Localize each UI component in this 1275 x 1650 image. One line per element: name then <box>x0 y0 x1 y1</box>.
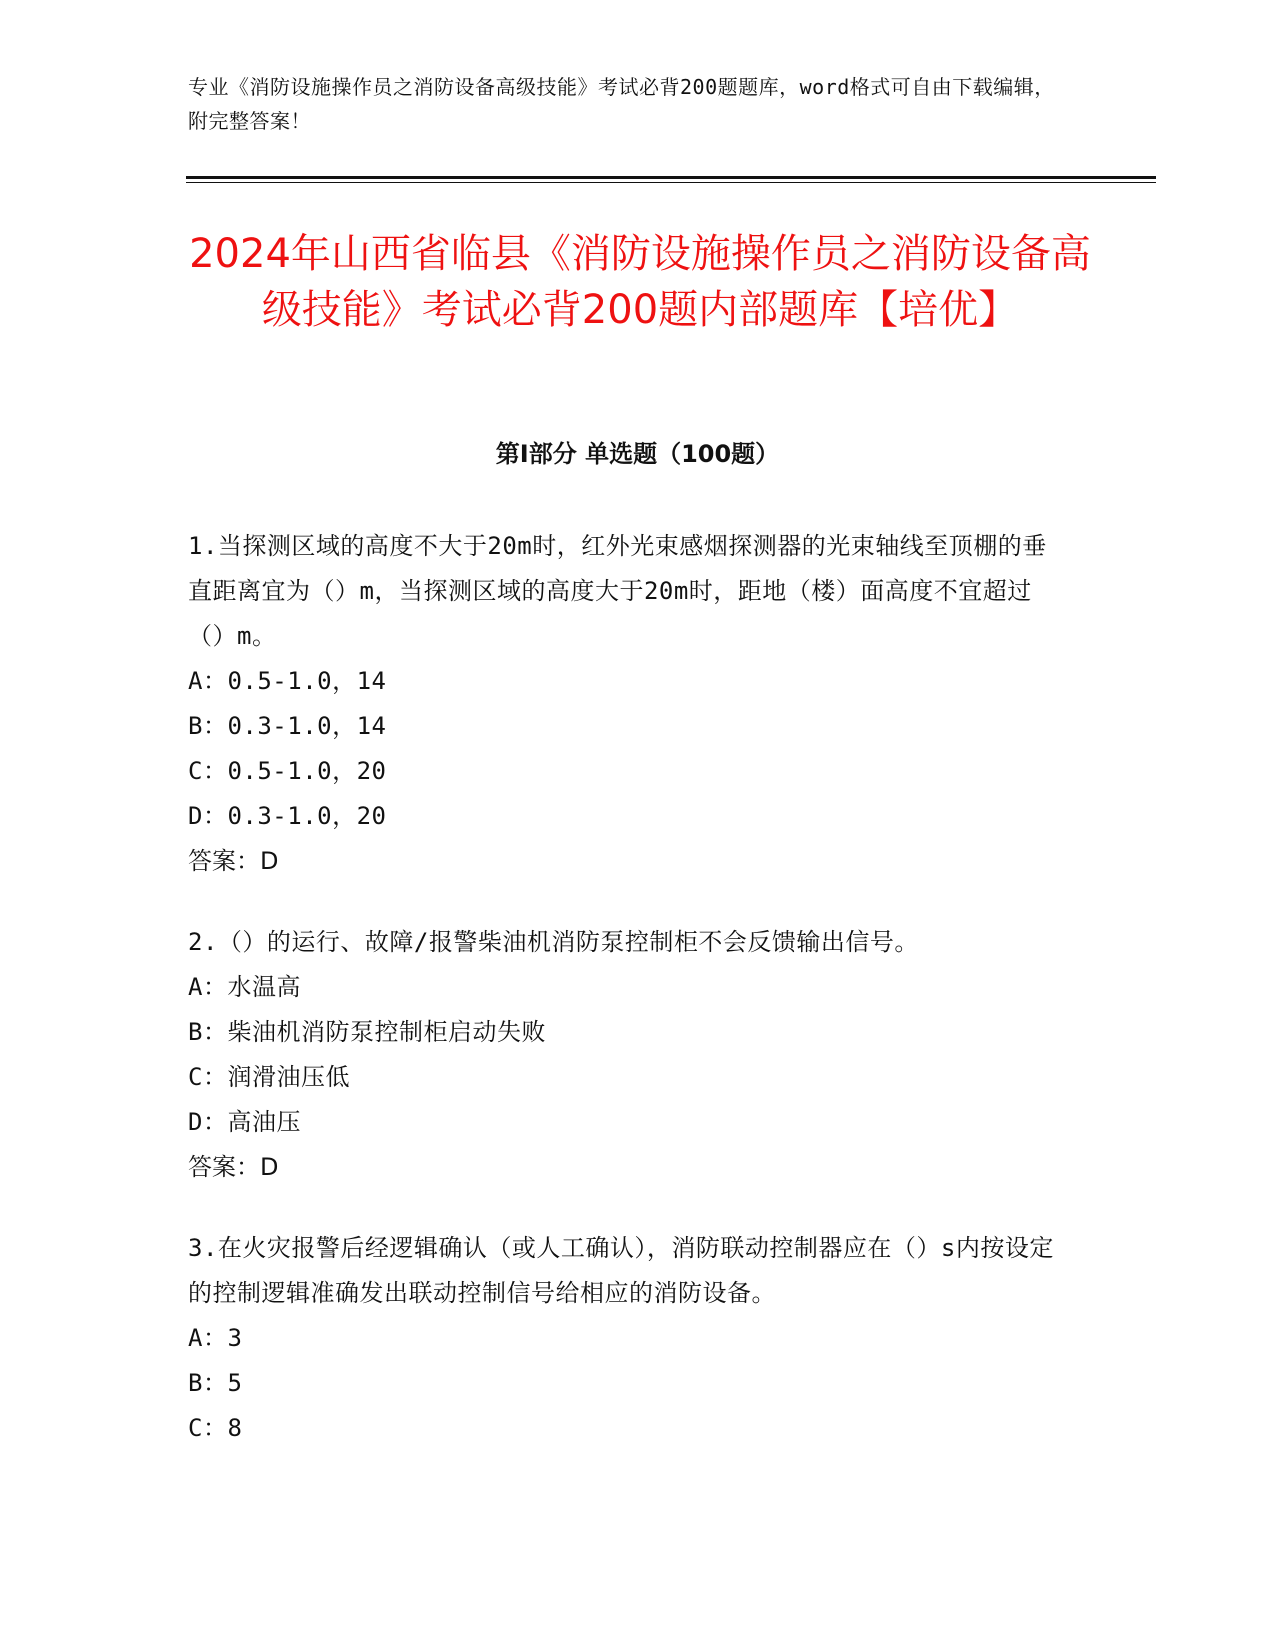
option-b: B：0.3-1.0，14 <box>188 712 387 740</box>
question-2 <box>188 920 1068 1190</box>
option-c: C：8 <box>188 1414 243 1442</box>
question-text: 1.当探测区域的高度不大于20m时，红外光束感烟探测器的光束轴线至顶棚的垂直距离宜为（）m，当探测区域的高度大于20m时，距地（楼）面高度不宜超过（）m。 <box>188 532 1047 650</box>
answer: 答案：D <box>188 847 279 875</box>
question-3 <box>188 1226 1068 1451</box>
option-c: C：0.5-1.0，20 <box>188 757 387 785</box>
option-b: B：5 <box>188 1369 243 1397</box>
document-title: 2024年山西省临县《消防设施操作员之消防设备高级技能》考试必背200题内部题库【培优】 <box>189 231 1091 333</box>
header-rule-thick <box>186 176 1156 179</box>
option-a: A：0.5-1.0，14 <box>188 667 387 695</box>
option-a: A：3 <box>188 1324 243 1352</box>
question-list <box>188 524 1068 1487</box>
question-text: 3.在火灾报警后经逻辑确认（或人工确认），消防联动控制器应在（）s内按设定的控制逻辑准确发出联动控制信号给相应的消防设备。 <box>188 1234 1054 1307</box>
header-rule-thin <box>186 182 1156 183</box>
option-d: D：高油压 <box>188 1108 301 1136</box>
option-a: A：水温高 <box>188 973 301 1001</box>
question-text: 2.（）的运行、故障/报警柴油机消防泵控制柜不会反馈输出信号。 <box>188 928 919 956</box>
option-d: D：0.3-1.0，20 <box>188 802 387 830</box>
header-note: 专业《消防设施操作员之消防设备高级技能》考试必背200题题库，word格式可自由下载编辑，附完整答案！ <box>188 75 1055 133</box>
answer: 答案：D <box>188 1153 279 1181</box>
question-1 <box>188 524 1068 884</box>
option-b: B：柴油机消防泵控制柜启动失败 <box>188 1018 546 1046</box>
section-heading: 第Ⅰ部分 单选题（100题） <box>495 440 780 468</box>
option-c: C：润滑油压低 <box>188 1063 350 1091</box>
